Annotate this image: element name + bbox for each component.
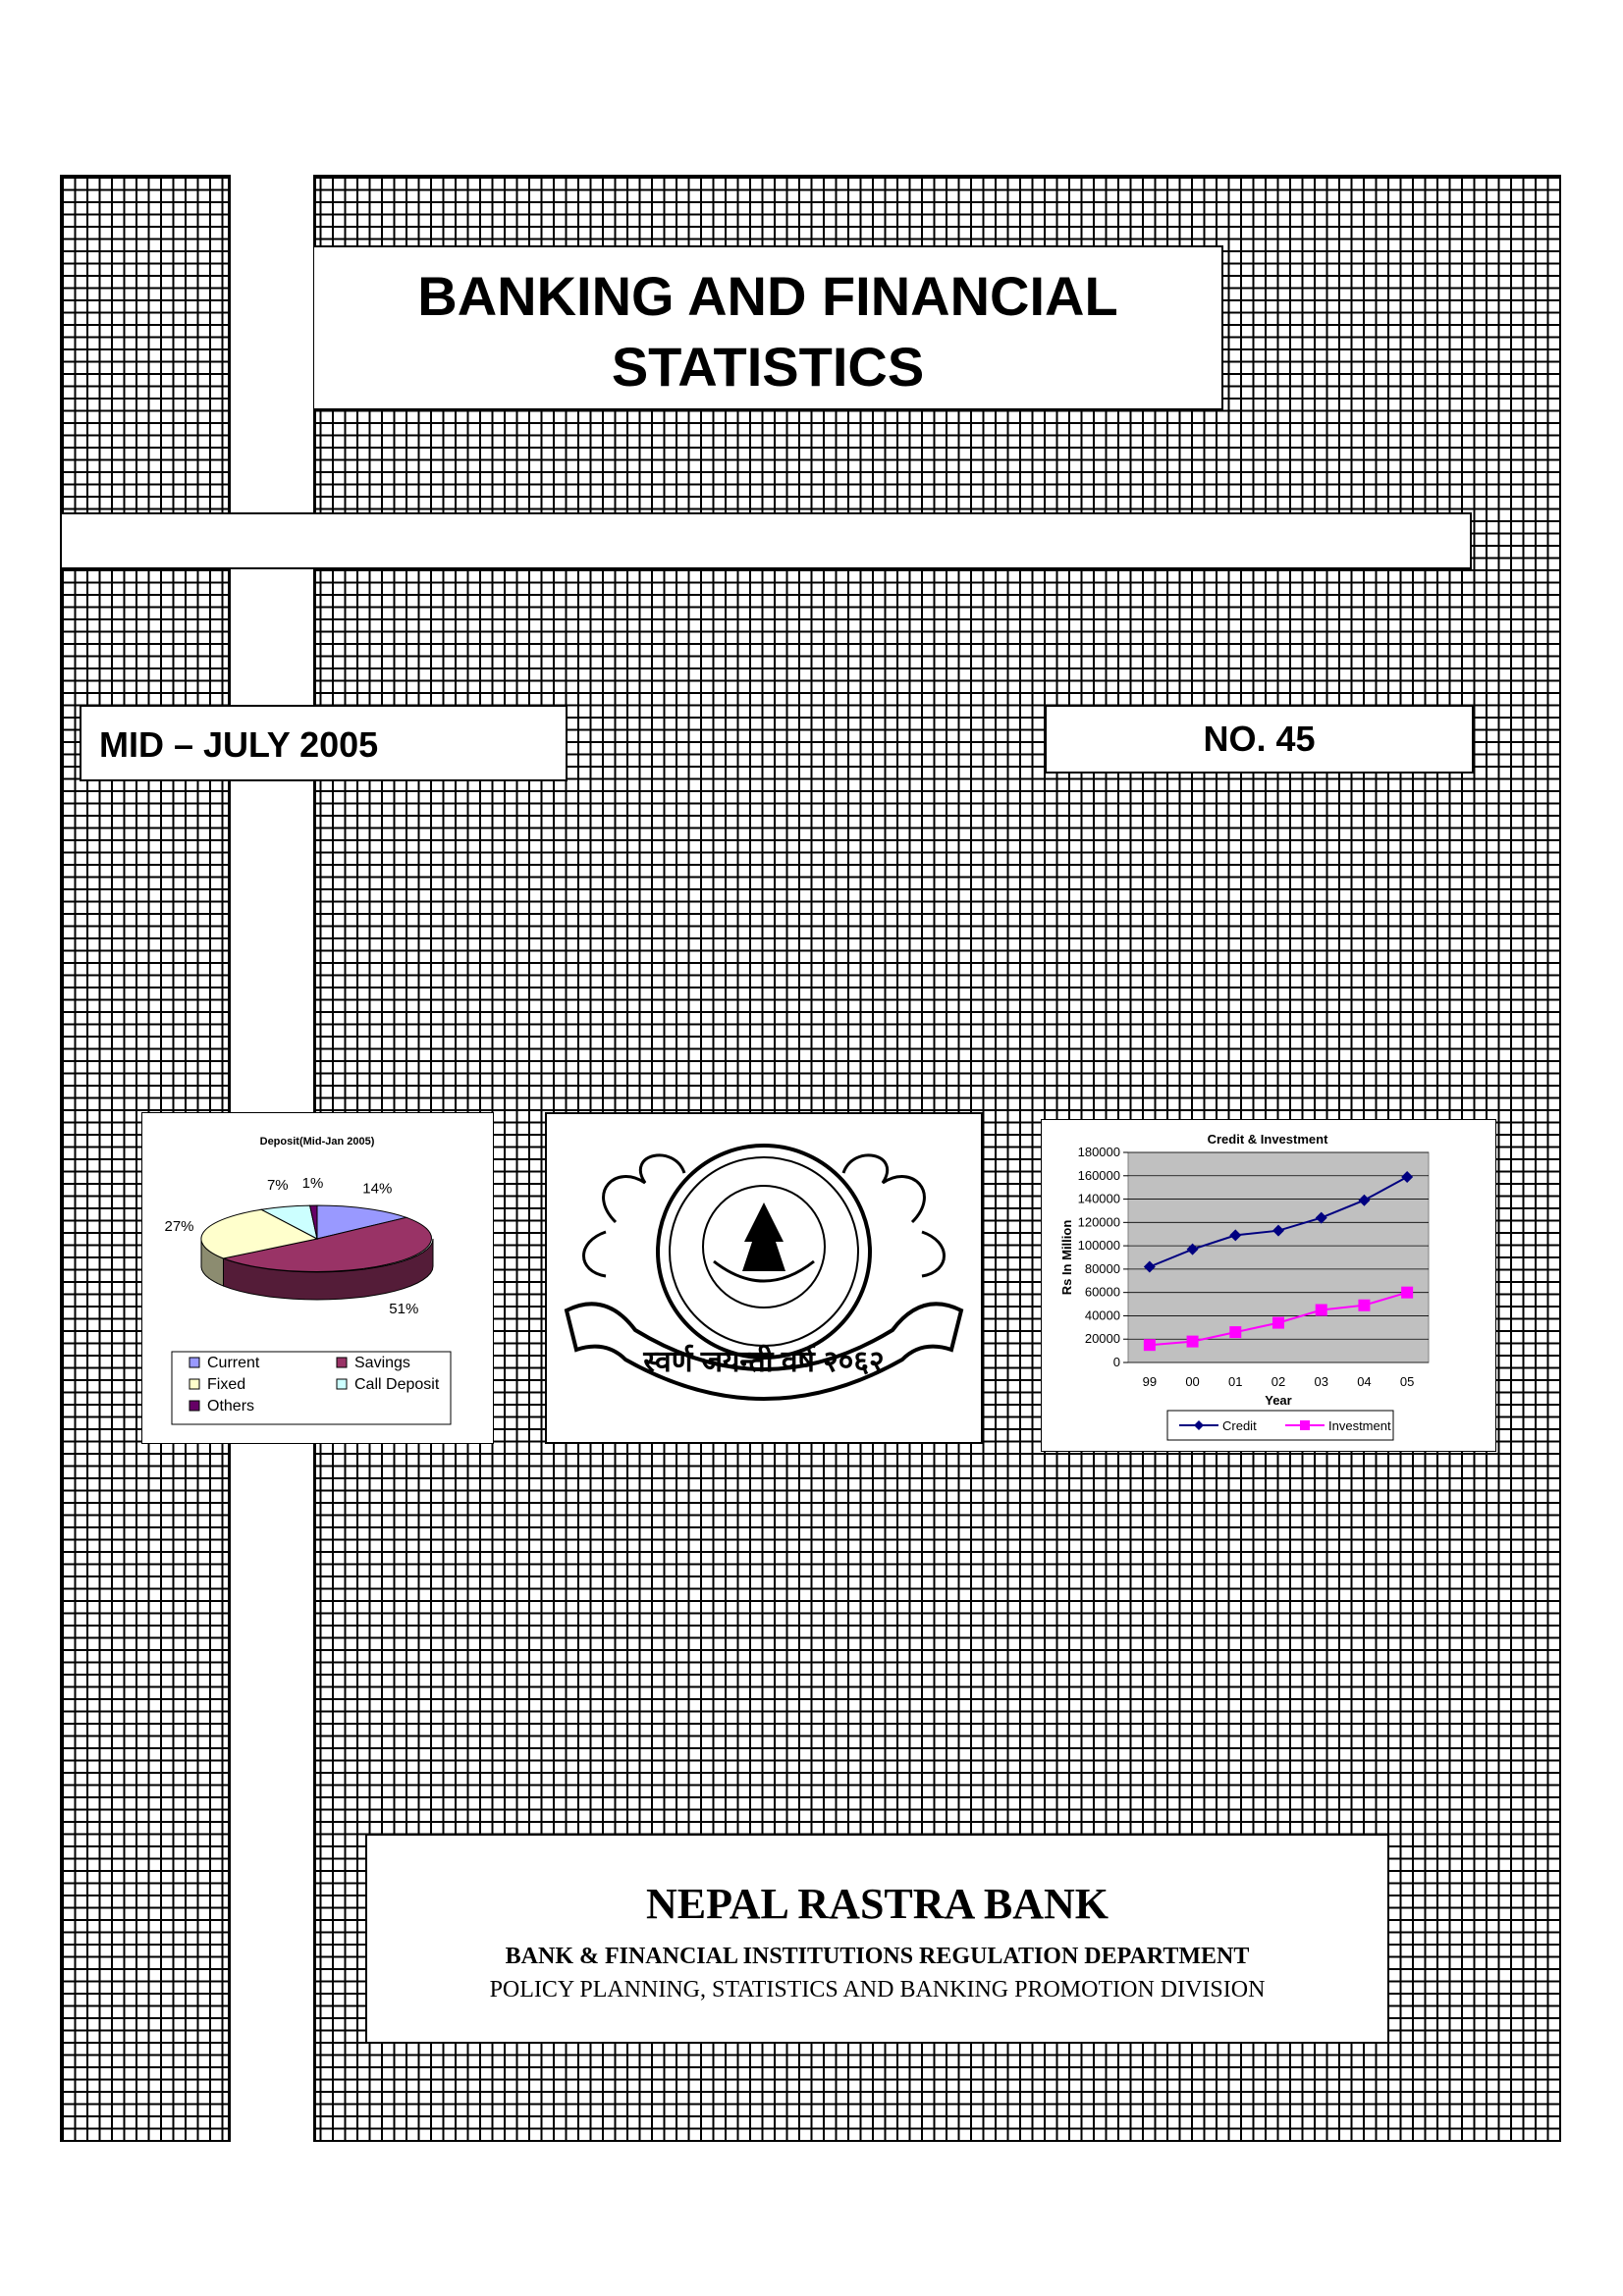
y-tick-label: 0	[1112, 1355, 1120, 1369]
horizontal-band	[60, 512, 1472, 569]
data-point	[1272, 1317, 1284, 1329]
y-tick-label: 160000	[1077, 1167, 1120, 1183]
x-tick-label: 00	[1185, 1374, 1200, 1389]
bank-name: NEPAL RASTRA BANK	[645, 1880, 1109, 1928]
x-tick-label: 03	[1314, 1374, 1328, 1389]
seal-text: स्वर्ण जयन्ती वर्ष २०६२	[643, 1346, 885, 1378]
pie-legend-label: Current	[207, 1355, 260, 1371]
credit-investment-line-chart	[1041, 1119, 1496, 1452]
x-axis-label: Year	[1265, 1393, 1292, 1408]
legend-marker	[1300, 1420, 1310, 1430]
pie-legend-swatch	[337, 1358, 347, 1367]
division-name: POLICY PLANNING, STATISTICS AND BANKING PROMOTION DIVISION	[489, 1977, 1266, 2002]
y-tick-label: 60000	[1084, 1284, 1120, 1300]
department-name: BANK & FINANCIAL INSTITUTIONS REGULATION DEPARTMENT	[505, 1944, 1250, 1969]
y-tick-label: 40000	[1084, 1308, 1120, 1323]
y-tick-label: 80000	[1084, 1260, 1120, 1276]
x-tick-label: 01	[1228, 1374, 1243, 1389]
line-legend-label: Investment	[1328, 1418, 1391, 1433]
pie-data-label: 14%	[362, 1180, 393, 1198]
data-point	[1187, 1336, 1199, 1348]
line-title: Credit & Investment	[1207, 1132, 1328, 1147]
x-tick-label: 99	[1142, 1374, 1158, 1389]
pie-legend-label: Call Deposit	[354, 1376, 440, 1393]
title-box	[314, 245, 1223, 410]
issue-number-box	[1045, 705, 1474, 774]
pie-data-label: 7%	[266, 1177, 289, 1195]
x-tick-label: 02	[1271, 1374, 1286, 1389]
y-tick-label: 20000	[1084, 1331, 1120, 1347]
y-tick-label: 100000	[1077, 1238, 1120, 1254]
issue-date: MID – JULY 2005	[99, 724, 379, 765]
y-tick-label: 140000	[1077, 1191, 1120, 1206]
deposit-pie-svg	[142, 1113, 493, 1443]
date-box	[80, 705, 568, 781]
data-point	[1316, 1305, 1327, 1316]
page-title: BANKING AND FINANCIAL STATISTICS	[417, 265, 1118, 398]
pie-data-label: 51%	[389, 1301, 419, 1318]
data-point	[1144, 1339, 1156, 1351]
seal-panel	[545, 1112, 983, 1444]
nepal-rastra-bank-golden-jubilee-seal-icon	[547, 1114, 981, 1442]
y-axis-label: Rs In Million	[1059, 1219, 1074, 1296]
x-tick-label: 05	[1399, 1374, 1415, 1389]
pie-title: Deposit(Mid-Jan 2005)	[259, 1136, 375, 1148]
pie-legend-label: Others	[207, 1398, 255, 1415]
x-tick-label: 04	[1357, 1374, 1372, 1389]
pie-legend-swatch	[189, 1379, 199, 1389]
pie-legend-swatch	[337, 1379, 347, 1389]
y-tick-label: 120000	[1077, 1214, 1120, 1230]
pie-data-label: 1%	[301, 1175, 324, 1192]
publisher-box	[365, 1834, 1389, 2044]
credit-investment-svg	[1042, 1120, 1495, 1451]
deposit-pie-chart	[141, 1112, 494, 1444]
pie-data-label: 27%	[164, 1217, 194, 1235]
data-point	[1229, 1326, 1241, 1338]
data-point	[1358, 1300, 1370, 1311]
pie-legend-label: Fixed	[207, 1376, 246, 1393]
pie-legend-swatch	[189, 1358, 199, 1367]
pie-legend-label: Savings	[354, 1355, 410, 1371]
issue-number: NO. 45	[1203, 719, 1316, 759]
data-point	[1401, 1287, 1413, 1299]
pie-legend-swatch	[189, 1401, 199, 1411]
y-tick-label: 180000	[1077, 1145, 1120, 1159]
line-legend-label: Credit	[1222, 1418, 1257, 1433]
